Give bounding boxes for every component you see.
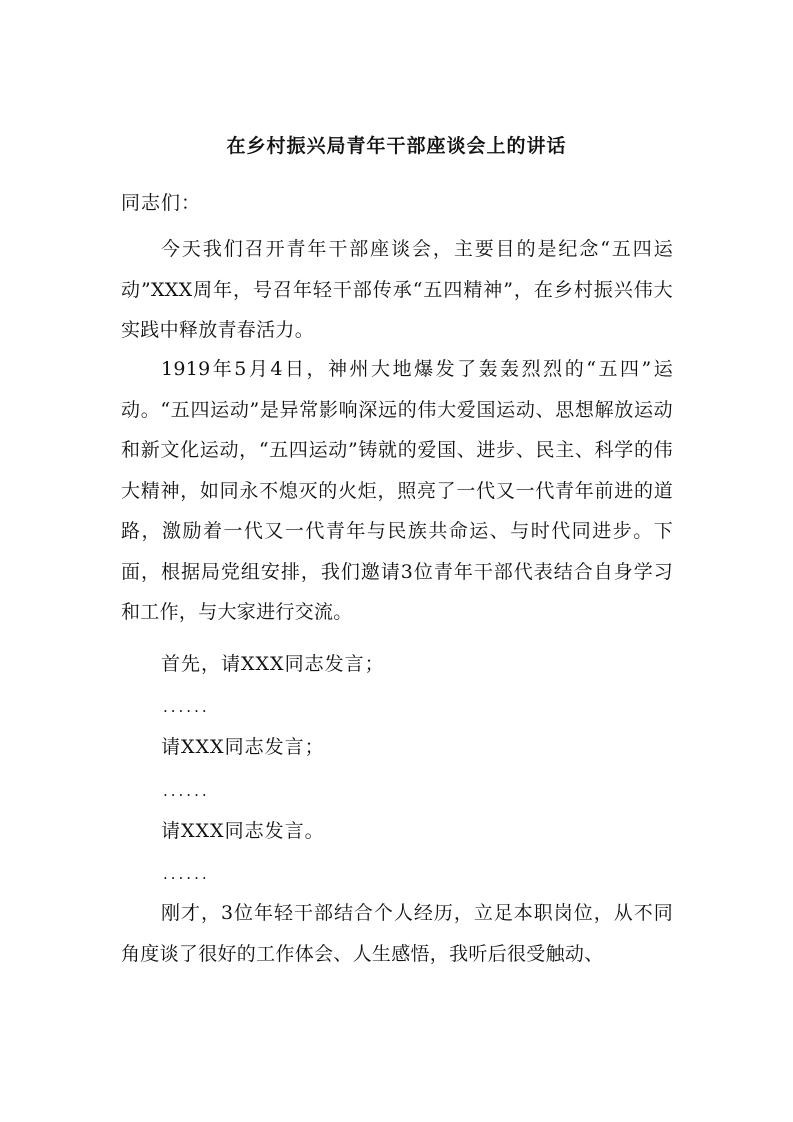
salutation: 同志们： [121, 192, 202, 214]
document-title: 在乡村振兴局青年干部座谈会上的讲话 [226, 135, 567, 157]
speaker-3-line: 请XXX同志发言。 [161, 820, 325, 842]
ellipsis-1: ...... [163, 698, 210, 716]
paragraph-history: 1919年5月4日，神州大地爆发了轰轰烈烈的“五四”运动。“五四运动”是异常影响深远的伟大爱国运动、思想解放运动和新文化运动，“五四运动”铸就的爱国、进步、民主、科学的伟大精神，如同永不熄灭的火炬，照亮了一代又一代青年前进的道路，激励着一代又一代青年与民族共命运、与时代同进步。下面，根据局党组安排，我们邀请3位青年干部代表结合自身学习和工作，与大家进行交流。 [121, 358, 673, 623]
ellipsis-3: ...... [163, 865, 210, 883]
ellipsis-2: ...... [163, 782, 210, 800]
speaker-2-line: 请XXX同志发言； [161, 736, 325, 758]
paragraph-closing: 刚才，3位年轻干部结合个人经历，立足本职岗位，从不同角度谈了很好的工作体会、人生感悟，我听后很受触动、 [121, 902, 673, 965]
paragraph-intro: 今天我们召开青年干部座谈会，主要目的是纪念“五四运动”XXX周年，号召年轻干部传承“五四精神”，在乡村振兴伟大实践中释放青春活力。 [121, 238, 673, 341]
speaker-1-line: 首先，请XXX同志发言； [161, 653, 385, 675]
